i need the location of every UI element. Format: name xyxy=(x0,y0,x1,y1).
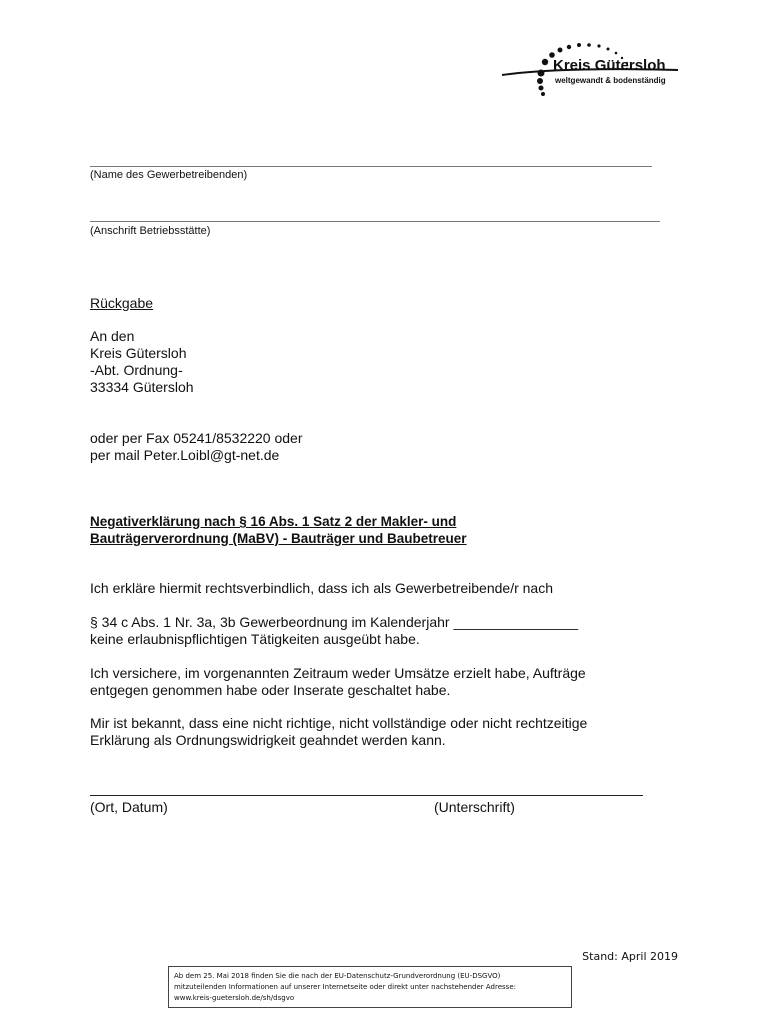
fax-line: oder per Fax 05241/8532220 oder xyxy=(90,430,303,446)
footer-line: mitzuteilenden Informationen auf unserer Internetseite oder direkt unter nachstehender Adresse: xyxy=(174,983,516,991)
name-label: (Name des Gewerbetreibenden) xyxy=(90,169,248,181)
signature-label: (Unterschrift) xyxy=(434,799,515,815)
recipient-line: Kreis Gütersloh xyxy=(90,345,187,361)
paragraph-4 xyxy=(90,715,587,749)
title-line-1: Negativerklärung nach § 16 Abs. 1 Satz 2 der Makler- und xyxy=(90,514,457,529)
paragraph-1 xyxy=(90,580,553,597)
logo-name: Kreis Gütersloh xyxy=(553,57,666,74)
mail-line: per mail Peter.Loibl@gt-net.de xyxy=(90,447,280,463)
recipient-line: 33334 Gütersloh xyxy=(90,379,194,395)
kreis-guetersloh-logo xyxy=(500,40,680,100)
paragraph-line: Mir ist bekannt, dass eine nicht richtige, nicht vollständige oder nicht rechtzeitige xyxy=(90,715,588,731)
paragraph-line: Ich erkläre hiermit rechtsverbindlich, dass ich als Gewerbetreibende/r nach xyxy=(90,580,553,596)
signature-line[interactable] xyxy=(90,795,643,796)
logo-tagline: weltgewandt & bodenständig xyxy=(555,76,666,85)
recipient-line: An den xyxy=(90,328,135,344)
paragraph-line: Erklärung als Ordnungswidrigkeit geahndet werden kann. xyxy=(90,732,446,748)
paragraph-2 xyxy=(90,614,578,648)
stand-date: Stand: April 2019 xyxy=(582,950,678,963)
recipient-line: -Abt. Ordnung- xyxy=(90,362,183,378)
footer-line: Ab dem 25. Mai 2018 finden Sie die nach der EU-Datenschutz-Grundverordnung (EU-DSGVO) xyxy=(174,972,501,980)
address-line[interactable] xyxy=(90,221,660,222)
paragraph-line: entgegen genommen habe oder Inserate geschaltet habe. xyxy=(90,682,451,698)
address-label: (Anschrift Betriebsstätte) xyxy=(90,225,211,237)
privacy-footer-box xyxy=(168,966,572,1008)
name-line[interactable] xyxy=(90,166,652,167)
paragraph-line: Ich versichere, im vorgenannten Zeitraum weder Umsätze erzielt habe, Aufträge xyxy=(90,665,586,681)
contact-info xyxy=(90,430,303,464)
place-date-label: (Ort, Datum) xyxy=(90,799,168,815)
paragraph-line: § 34 c Abs. 1 Nr. 3a, 3b Gewerbeordnung im Kalenderjahr ________________ xyxy=(90,614,579,630)
recipient-address xyxy=(90,328,194,396)
document-title xyxy=(90,513,467,547)
return-heading: Rückgabe xyxy=(90,295,154,311)
paragraph-3 xyxy=(90,665,586,699)
footer-link[interactable]: www.kreis-guetersloh.de/sh/dsgvo xyxy=(174,994,295,1002)
paragraph-line: keine erlaubnispflichtigen Tätigkeiten ausgeübt habe. xyxy=(90,631,420,647)
title-line-2: Bauträgerverordnung (MaBV) - Bauträger und Baubetreuer xyxy=(90,531,467,546)
